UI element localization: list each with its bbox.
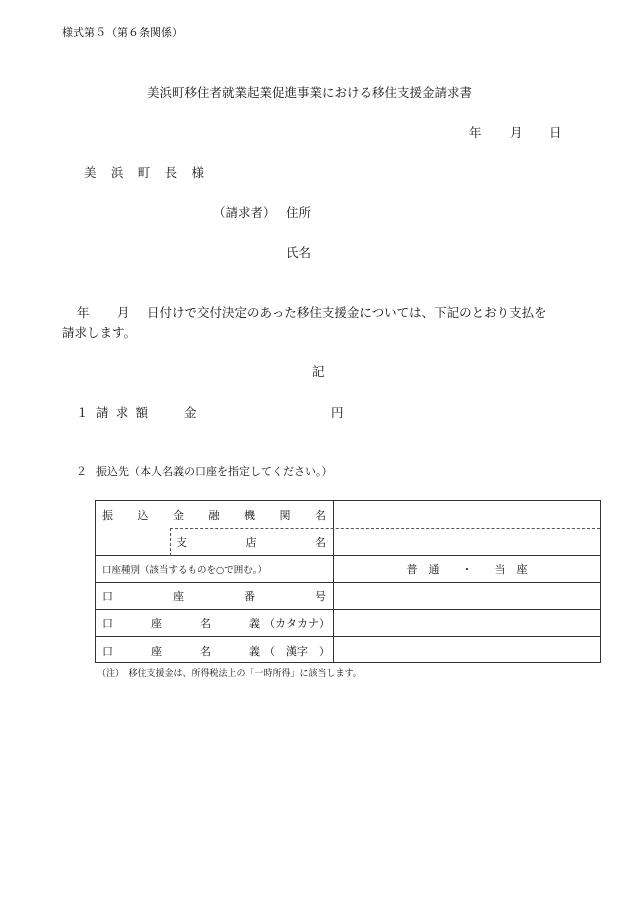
- address-label: 住所: [286, 205, 312, 220]
- branch-vertical-separator: [170, 528, 171, 556]
- account-name-kana-label: 口 座 名 義 （カタカナ）: [102, 617, 330, 630]
- addressee-char: 浜: [110, 165, 124, 180]
- ki-heading: 記: [312, 364, 325, 379]
- item2-number: ２: [76, 465, 87, 478]
- addressee: [84, 163, 204, 181]
- account-number-label: 口 座 番 号: [102, 590, 326, 603]
- form-number: 様式第５（第６条関係）: [62, 26, 183, 39]
- item1-label: [96, 403, 148, 421]
- account-type-label: 口座種別（該当するものを○で囲む。）: [102, 565, 268, 576]
- institution-label: 振 込 金 融 機 関 名: [102, 508, 326, 522]
- addressee-char: 長: [164, 165, 178, 180]
- kana-suffix: （カタカナ）: [264, 617, 330, 630]
- table-row-account-name-kanji: [96, 637, 600, 664]
- body-line2: 請求します。: [62, 325, 137, 340]
- addressee-char: 美: [84, 165, 97, 180]
- branch-label: 支 店 名: [176, 536, 326, 549]
- item1-label-char: 請: [96, 405, 109, 420]
- requester-label: （請求者）: [213, 205, 276, 220]
- item1-label-char: 額: [135, 405, 148, 420]
- date-day: 日: [549, 125, 562, 140]
- item1-yen: 円: [331, 405, 344, 420]
- body-year: 年: [77, 305, 90, 320]
- item1-number: １: [76, 405, 89, 420]
- account-type-value[interactable]: 普 通 ・ 当 座: [406, 563, 528, 576]
- item1-kin: 金: [184, 405, 197, 420]
- item1-label-char: 求: [115, 405, 129, 420]
- item2-label: 振込先（本人名義の口座を指定してください。）: [96, 465, 333, 478]
- table-row-account-type: [96, 556, 600, 583]
- footnote: （注） 移住支援金は、所得税法上の「一時所得」に該当します。: [97, 669, 362, 679]
- kanji-suffix: （ 漢字 ）: [264, 644, 330, 658]
- name-label: 氏名: [286, 245, 312, 260]
- table-row-account-name-kana: [96, 610, 600, 637]
- document-title: 美浜町移住者就業起業促進事業における移住支援金請求書: [147, 85, 473, 100]
- body-month: 月: [117, 305, 130, 320]
- addressee-char: 様: [191, 165, 204, 180]
- body-line1: 日付けで交付決定のあった移住支援金については、下記のとおり支払を: [147, 305, 547, 320]
- bank-account-table: [95, 500, 601, 663]
- account-name-kanji-label: 口 座 名 義 （ 漢字 ）: [102, 644, 330, 658]
- addressee-char: 町: [137, 165, 151, 180]
- date-month: 月: [510, 125, 523, 140]
- table-row-account-number: [96, 583, 600, 610]
- date-year: 年: [469, 125, 482, 140]
- table-row-institution: [96, 501, 600, 556]
